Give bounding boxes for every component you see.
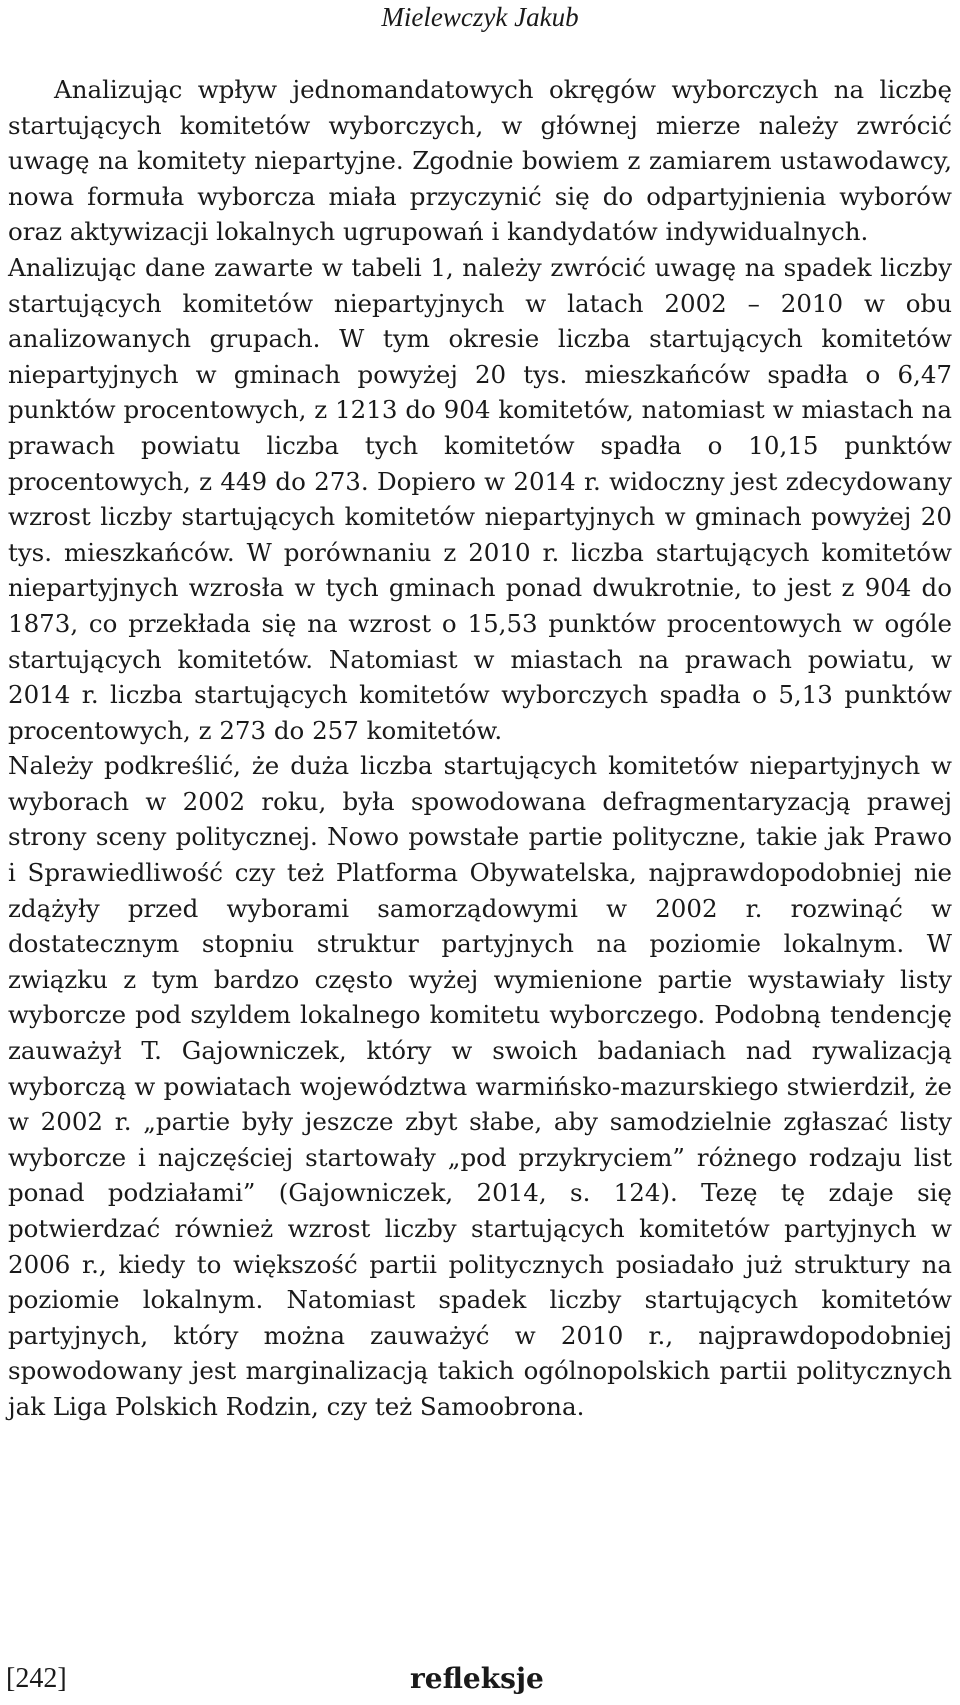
journal-name: refleksje xyxy=(410,1662,544,1695)
paragraph: Analizując dane zawarte w tabeli 1, należy zwrócić uwagę na spadek liczby startujących komitetów niepartyjnych w latach 2002 – 2010 w obu analizowanych grupach. W tym okresie liczba startujących komitetów niepartyjnych w gminach powyżej 20 tys. mieszkańców spadła o 6,47 punktów procentowych, z 1213 do 904 komitetów, natomiast w miastach na prawach powiatu liczba tych komitetów spadła o 10,15 punktów procentowych, z 449 do 273. Dopiero w 2014 r. widoczny jest zdecydowany wzrost liczby startujących komitetów niepartyjnych w gminach powyżej 20 tys. mieszkańców. W porównaniu z 2010 r. liczba startujących komitetów niepartyjnych wzrosła w tych gminach ponad dwukrotnie, to jest z 904 do 1873, co przekłada się na wzrost o 15,53 punktów procentowych w ogóle startujących komitetów. Natomiast w miastach na prawach powiatu, w 2014 r. liczba startujących komitetów wyborczych spadła o 5,13 punktów procentowych, z 273 do 257 komitetów. xyxy=(8,252,952,745)
running-head-author: Mielewczyk Jakub xyxy=(381,2,579,32)
page-number: [242] xyxy=(6,1663,67,1694)
page-footer xyxy=(0,1655,960,1695)
paragraph: Analizując wpływ jednomandatowych okręgów wyborczych na liczbę startujących komitetów wyborczych, w głównej mierze należy zwrócić uwagę na komitety niepartyjne. Zgodnie bowiem z zamiarem ustawodawcy, nowa formuła wyborcza miała przyczynić się do odpartyjnienia wyborów oraz aktywizacji lokalnych ugrupowań i kandydatów indywidualnych. xyxy=(8,75,952,247)
article-body xyxy=(8,72,952,1425)
paragraph: Należy podkreślić, że duża liczba startujących komitetów niepartyjnych w wyborach w 2002 roku, była spowodowana defragmentaryzacją prawej strony sceny politycznej. Nowo powstałe partie polityczne, takie jak Prawo i Sprawiedliwość czy też Platforma Obywatelska, najprawdopodobniej nie zdążyły przed wyborami samorządowymi w 2002 r. rozwinąć w dostatecznym stopniu struktur partyjnych na poziomie lokalnym. W związku z tym bardzo często wyżej wymienione partie wystawiały listy wyborcze pod szyldem lokalnego komitetu wyborczego. Podobną tendencję zauważył T. Gajowniczek, który w swoich badaniach nad rywalizacją wyborczą w powiatach województwa warmińsko-mazurskiego stwierdził, że w 2002 r. „partie były jeszcze zbyt słabe, aby samodzielnie zgłaszać listy wyborcze i najczęściej startowały „pod przykryciem” różnego rodzaju list ponad podziałami” (Gajowniczek, 2014, s. 124). Tezę tę zdaje się potwierdzać również wzrost liczby startujących komitetów partyjnych w 2006 r., kiedy to większość partii politycznych posiadało już struktury na poziomie lokalnym. Natomiast spadek liczby startujących komitetów partyjnych, który można zauważyć w 2010 r., najprawdopodobniej spowodowany jest marginalizacją takich ogólnopolskich partii politycznych jak Liga Polskich Rodzin, czy też Samoobrona. xyxy=(8,751,952,1421)
